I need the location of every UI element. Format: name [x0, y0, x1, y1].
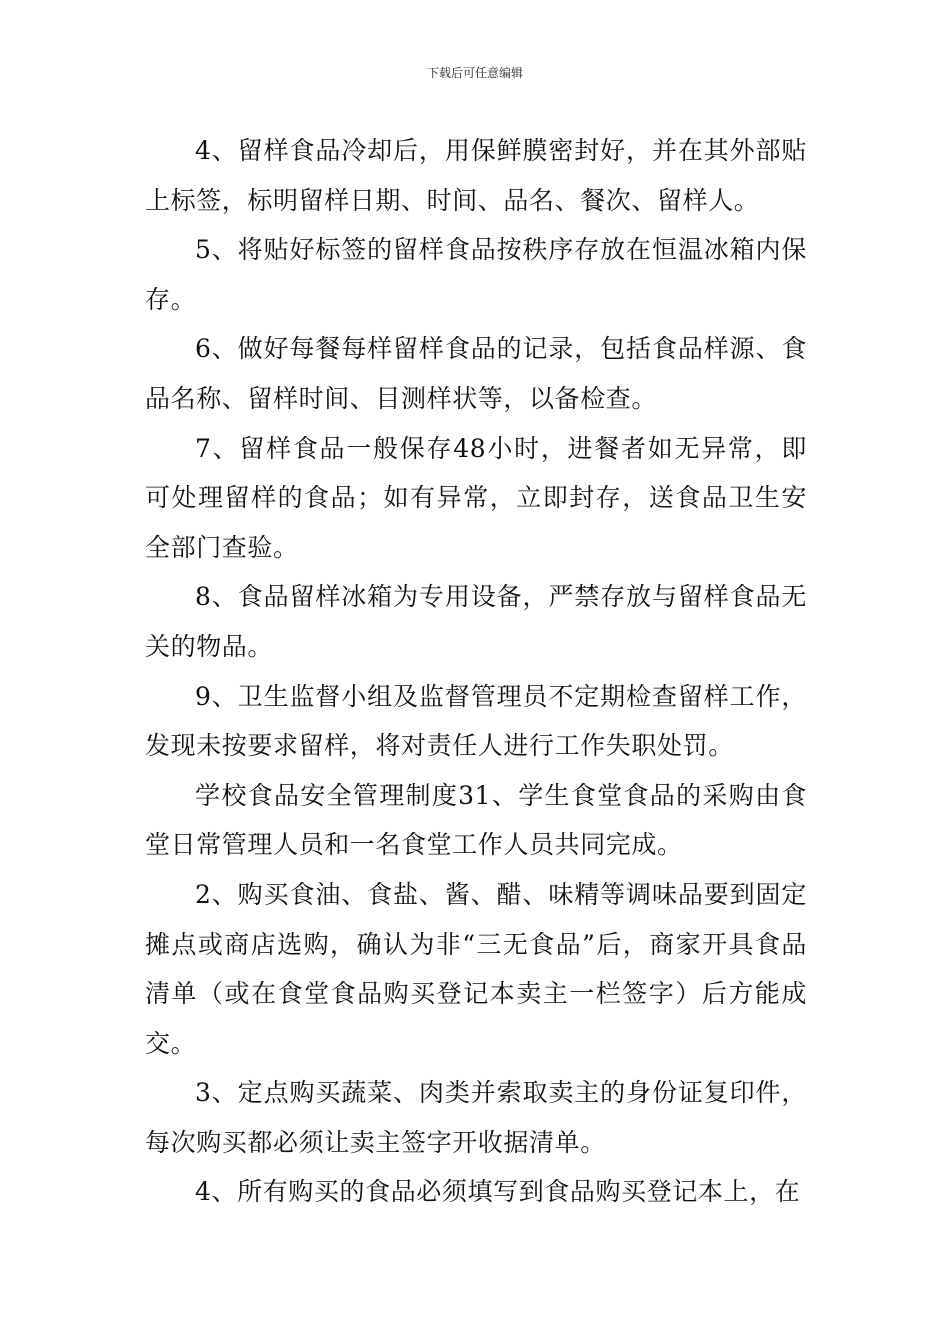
paragraph: 8、食品留样冰箱为专用设备，严禁存放与留样食品无关的物品。 — [145, 582, 807, 661]
document-body — [145, 126, 807, 1217]
paragraph: 3、定点购买蔬菜、肉类并索取卖主的身份证复印件，每次购买都必须让卖主签字开收据清单。 — [145, 1078, 807, 1157]
paragraph: 2、购买食油、食盐、酱、醋、味精等调味品要到固定摊点或商店选购，确认为非“三无食品”后，商家开具食品清单（或在食堂食品购买登记本卖主一栏签字）后方能成交。 — [145, 879, 807, 1058]
paragraph: 5、将贴好标签的留样食品按秩序存放在恒温冰箱内保存。 — [145, 235, 807, 314]
paragraph: 6、做好每餐每样留样食品的记录，包括食品样源、食品名称、留样时间、目测样状等，以备检查。 — [145, 334, 807, 413]
paragraph: 7、留样食品一般保存48小时，进餐者如无异常，即可处理留样的食品；如有异常，立即封存，送食品卫生安全部门查验。 — [145, 433, 807, 562]
paragraph: 4、所有购买的食品必须填写到食品购买登记本上，在 — [195, 1177, 801, 1207]
page-header: 下载后可任意编辑 — [426, 66, 523, 80]
paragraph: 4、留样食品冷却后，用保鲜膜密封好，并在其外部贴上标签，标明留样日期、时间、品名、餐次、留样人。 — [145, 136, 807, 215]
paragraph: 9、卫生监督小组及监督管理员不定期检查留样工作，发现未按要求留样，将对责任人进行工作失职处罚。 — [145, 681, 807, 761]
paragraph: 学校食品安全管理制度31、学生食堂食品的采购由食堂日常管理人员和一名食堂工作人员共同完成。 — [145, 780, 807, 860]
